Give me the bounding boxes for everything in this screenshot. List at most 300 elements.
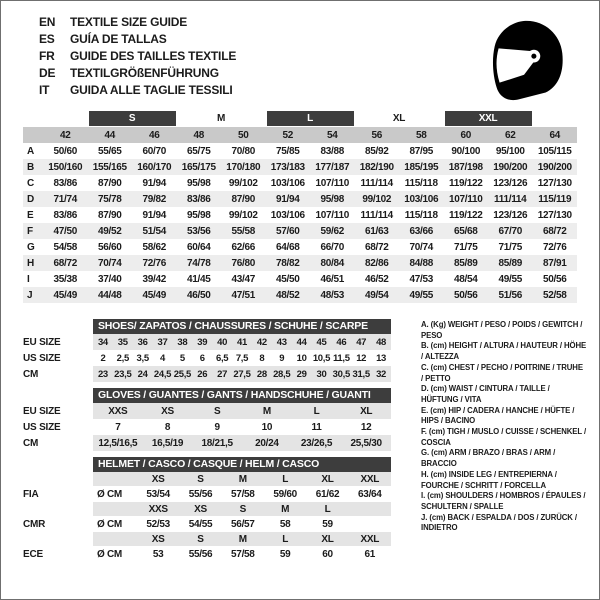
shoes-table xyxy=(23,319,391,382)
size-value-cell: 48/52 xyxy=(266,287,311,303)
size-value-cell: 58/62 xyxy=(142,241,167,253)
size-value-cell: 115/118 xyxy=(404,209,438,221)
gloves-header-spacer xyxy=(23,388,93,403)
helmet-sizes-fia-strip xyxy=(93,472,391,486)
language-title: TEXTILGRÖßENFÜHRUNG xyxy=(70,66,219,80)
size-group-xl: XL xyxy=(392,113,406,124)
size-header-cell: 50 xyxy=(221,127,266,143)
gloves-us-cell: 11 xyxy=(311,421,322,433)
gloves-cm-row-label: CM xyxy=(23,437,39,449)
size-value-cell: 155/165 xyxy=(88,159,133,175)
helmet-sizes-fia-cell: XXL xyxy=(360,473,380,485)
helmet-cmr-cell: 52/53 xyxy=(146,518,170,530)
size-value-cell: 91/94 xyxy=(142,177,167,189)
shoes-header-spacer xyxy=(23,319,93,334)
helmet-sizes-fia-cell: XL xyxy=(321,473,334,485)
language-title: GUÍA DE TALLAS xyxy=(70,32,167,46)
size-value-cell: 95/98 xyxy=(186,177,211,189)
helmet-sizes-fia-cell: XS xyxy=(151,473,165,485)
shoes-eu-cell: 41 xyxy=(237,336,247,348)
shoes-cm-cell: 24 xyxy=(137,368,148,380)
size-group-m: M xyxy=(216,113,226,124)
size-value-cell: 72/76 xyxy=(542,241,567,253)
measurement-legend xyxy=(421,320,587,568)
shoes-cm-strip xyxy=(93,366,391,382)
shoes-us-cell: 12 xyxy=(356,352,367,364)
helmet-fia-cell: 53/54 xyxy=(146,488,170,500)
size-value-cell: 48/54 xyxy=(453,273,478,285)
gloves-eu-strip xyxy=(93,403,391,419)
row-label-b: B xyxy=(23,159,43,175)
shoes-eu-strip xyxy=(93,334,391,350)
helmet-sizes-cmr-cell xyxy=(93,502,137,516)
helmet-cmr-cell: Ø CM xyxy=(97,518,122,530)
size-header-cell: 62 xyxy=(488,127,533,143)
gloves-table-title: GLOVES / GUANTES / GANTS / HANDSCHUHE / GUANTI xyxy=(93,388,391,403)
shoes-eu-cell: 34 xyxy=(97,336,108,348)
shoes-eu-cell: 40 xyxy=(217,336,228,348)
shoes-eu-cell: 39 xyxy=(197,336,208,348)
size-value-cell: 46/51 xyxy=(320,273,345,285)
helmet-fia-cell: 59/60 xyxy=(273,488,297,500)
language-title: TEXTILE SIZE GUIDE xyxy=(70,15,188,29)
size-value-cell: 75/85 xyxy=(275,145,300,157)
language-code: ES xyxy=(39,32,55,46)
size-value-cell: 60/70 xyxy=(142,145,167,157)
helmet-ece-cell: 57/58 xyxy=(231,548,255,560)
helmet-sizes-fia-cell: L xyxy=(282,473,289,485)
size-value-cell: 68/72 xyxy=(533,223,578,239)
size-value-cell: 99/102 xyxy=(355,191,400,207)
helmet-table xyxy=(23,457,391,562)
size-value-cell: 99/102 xyxy=(228,209,258,221)
size-value-cell: 45/49 xyxy=(43,287,88,303)
shoes-eu-cell: 42 xyxy=(256,336,267,348)
helmet-cmr-strip xyxy=(93,516,391,532)
helmet-sizes-ece-cell: XL xyxy=(321,533,334,545)
shoes-us-cell: 2,5 xyxy=(116,352,129,364)
shoes-cm-cell: 28 xyxy=(256,368,267,380)
size-value-cell: 87/95 xyxy=(409,145,434,157)
size-value-cell: 70/74 xyxy=(88,255,133,271)
size-value-cell: 51/54 xyxy=(132,223,177,239)
shoes-eu-cell: 44 xyxy=(296,336,307,348)
shoes-cm-row-label: CM xyxy=(23,368,39,380)
row-label-j: J xyxy=(23,287,43,303)
gloves-eu-cell: XXS xyxy=(108,405,128,417)
helmet-sizes-cmr-cell: M xyxy=(281,503,290,515)
helmet-fia-strip xyxy=(93,486,391,502)
shoes-eu-cell: 35 xyxy=(117,336,128,348)
gloves-cm-cell: 23/26,5 xyxy=(300,437,333,449)
shoes-us-cell: 6,5 xyxy=(215,352,229,364)
size-value-cell: 111/114 xyxy=(488,191,533,207)
textile-size-table xyxy=(23,111,577,303)
size-value-cell: 99/102 xyxy=(228,177,258,189)
helmet-header-spacer xyxy=(23,457,93,472)
shoes-cm-cell: 30 xyxy=(316,368,327,380)
shoes-cm-cell: 28,5 xyxy=(273,368,291,380)
size-value-cell: 115/119 xyxy=(533,191,578,207)
row-label-e: E xyxy=(27,209,34,221)
shoes-us-cell: 5 xyxy=(179,352,185,364)
size-value-cell: 43/47 xyxy=(231,273,256,285)
size-value-cell: 70/80 xyxy=(231,145,256,157)
legend-item: D. (cm) WAIST / CINTURA / TAILLE / HÜFTUNG / VITA xyxy=(421,384,550,404)
gloves-eu-cell: XS xyxy=(161,405,174,417)
size-value-cell: 119/122 xyxy=(449,209,483,221)
size-value-cell: 50/56 xyxy=(542,273,567,285)
size-value-cell: 87/90 xyxy=(97,209,122,221)
size-value-cell: 182/190 xyxy=(355,159,400,175)
size-value-cell: 75/78 xyxy=(88,191,133,207)
shoes-cm-cell: 23,5 xyxy=(114,368,132,380)
helmet-fia-cell: 63/64 xyxy=(358,488,382,500)
size-value-cell: 54/58 xyxy=(53,241,78,253)
helmet-cmr-row-label: CMR xyxy=(23,518,46,530)
language-code: IT xyxy=(39,83,50,97)
shoes-us-cell: 11,5 xyxy=(332,352,350,364)
language-title: GUIDA ALLE TAGLIE TESSILI xyxy=(70,83,233,97)
row-label-g: G xyxy=(27,241,35,253)
size-header-cell: 42 xyxy=(43,127,88,143)
shoes-us-cell: 8 xyxy=(259,352,265,364)
size-value-cell: 103/106 xyxy=(270,177,305,189)
gloves-us-cell: 9 xyxy=(214,421,220,433)
size-value-cell: 83/86 xyxy=(177,191,222,207)
row-label-d: D xyxy=(23,191,43,207)
shoes-us-cell: 3,5 xyxy=(136,352,149,364)
size-value-cell: 72/76 xyxy=(132,255,177,271)
helmet-sizes-cmr-cell: L xyxy=(324,503,331,515)
helmet-fia-row-label: FIA xyxy=(23,488,39,500)
size-value-cell: 123/126 xyxy=(493,209,528,221)
size-value-cell: 111/114 xyxy=(360,209,393,221)
shoes-cm-cell: 24,5 xyxy=(153,368,172,380)
size-value-cell: 52/58 xyxy=(533,287,578,303)
gloves-us-strip xyxy=(93,419,391,435)
size-header-cell: 58 xyxy=(399,127,444,143)
legend-item: F. (cm) TIGH / MUSLO / CUISSE / SCHENKEL / COSCIA xyxy=(421,427,587,447)
size-value-cell: 70/74 xyxy=(409,241,434,253)
legend-item: J. (cm) BACK / ESPALDA / DOS / ZURÜCK / INDIETRO xyxy=(421,512,577,533)
gloves-cm-cell: 12,5/16,5 xyxy=(98,437,138,449)
helmet-fia-cell: Ø CM xyxy=(97,488,122,500)
size-value-cell: 91/94 xyxy=(266,191,311,207)
helmet-ece-strip xyxy=(93,546,391,562)
helmet-sizes-fia-cell: S xyxy=(197,473,204,485)
row-label-a: A xyxy=(27,145,34,157)
size-value-cell: 78/82 xyxy=(266,255,311,271)
helmet-ece-cell: 61 xyxy=(364,548,376,560)
shoes-us-strip xyxy=(93,350,391,366)
language-code: FR xyxy=(39,49,55,63)
size-value-cell: 90/100 xyxy=(451,145,481,157)
size-value-cell: 55/65 xyxy=(97,145,122,157)
helmet-sizes-ece-row-label xyxy=(23,532,93,546)
language-code: DE xyxy=(39,66,56,80)
size-value-cell: 83/86 xyxy=(53,209,78,221)
helmet-fia-cell: 61/62 xyxy=(315,488,340,500)
shoes-table-title: SHOES/ ZAPATOS / CHAUSSURES / SCHUHE / SCARPE xyxy=(93,319,391,334)
helmet-ece-cell: 60 xyxy=(322,548,333,560)
size-value-cell: 56/60 xyxy=(97,241,122,253)
size-value-cell: 50/56 xyxy=(444,287,489,303)
gloves-table xyxy=(23,388,391,451)
helmet-cmr-cell: 56/57 xyxy=(231,518,255,530)
size-value-cell: 45/50 xyxy=(275,273,300,285)
size-value-cell: 64/68 xyxy=(275,241,300,253)
size-value-cell: 49/54 xyxy=(355,287,400,303)
helmet-sizes-fia-cell xyxy=(93,472,137,486)
helmet-fia-cell: 55/56 xyxy=(188,488,213,500)
size-value-cell: 63/66 xyxy=(399,223,444,239)
helmet-cmr-cell xyxy=(349,516,391,532)
size-value-cell: 71/75 xyxy=(498,241,523,253)
shoes-eu-cell: 47 xyxy=(356,336,367,348)
size-value-cell: 95/98 xyxy=(310,191,355,207)
size-value-cell: 65/75 xyxy=(186,145,211,157)
group-spacer xyxy=(23,111,88,126)
helmet-sizes-ece-cell: M xyxy=(238,533,247,545)
helmet-sizes-cmr-row-label xyxy=(23,502,93,516)
size-value-cell: 165/175 xyxy=(177,159,222,175)
size-value-cell: 127/130 xyxy=(537,177,572,189)
gloves-us-cell: 7 xyxy=(115,421,121,433)
helmet-sizes-fia-row-label xyxy=(23,472,93,486)
size-value-cell: 71/74 xyxy=(43,191,88,207)
shoes-us-cell: 7,5 xyxy=(235,352,249,364)
page-header xyxy=(1,1,599,105)
shoes-eu-cell: 46 xyxy=(336,336,347,348)
size-header-cell: 46 xyxy=(132,127,177,143)
bottom-section xyxy=(1,319,599,568)
shoes-us-cell: 4 xyxy=(160,352,166,364)
legend-item: I. (cm) SHOULDERS / HOMBROS / ÉPAULES / SCHULTERN / SPALLE xyxy=(421,491,586,511)
size-value-cell: 82/86 xyxy=(355,255,400,271)
helmet-sizes-ece-cell: L xyxy=(282,533,289,545)
size-value-cell: 83/88 xyxy=(320,145,345,157)
size-value-cell: 74/78 xyxy=(177,255,222,271)
size-value-cell: 55/58 xyxy=(221,223,266,239)
shoes-us-cell: 2 xyxy=(100,352,106,364)
size-value-cell: 48/53 xyxy=(310,287,355,303)
shoes-eu-row-label: EU SIZE xyxy=(23,336,61,348)
size-value-cell: 50/60 xyxy=(53,145,78,157)
helmet-ece-cell: 55/56 xyxy=(188,548,213,560)
size-value-cell: 79/82 xyxy=(132,191,177,207)
size-value-cell: 119/122 xyxy=(449,177,483,189)
size-value-cell: 47/53 xyxy=(409,273,434,285)
shoes-us-cell: 10 xyxy=(296,352,307,364)
size-value-cell: 190/200 xyxy=(488,159,533,175)
gloves-eu-cell: M xyxy=(262,405,271,417)
size-value-cell: 49/55 xyxy=(498,273,523,285)
size-value-cell: 80/84 xyxy=(310,255,355,271)
helmet-sizes-cmr-strip xyxy=(93,502,391,516)
size-value-cell: 83/86 xyxy=(53,177,78,189)
gloves-us-cell: 10 xyxy=(261,421,273,433)
gloves-us-row-label: US SIZE xyxy=(23,421,61,433)
shoes-us-cell: 6 xyxy=(199,352,205,364)
size-header-cell: 54 xyxy=(310,127,355,143)
size-value-cell: 49/55 xyxy=(399,287,444,303)
size-value-cell: 105/115 xyxy=(538,145,572,157)
helmet-fia-cell: 57/58 xyxy=(231,488,255,500)
size-value-cell: 87/90 xyxy=(97,177,122,189)
size-value-cell: 41/45 xyxy=(186,273,211,285)
size-value-cell: 127/130 xyxy=(537,209,572,221)
size-value-cell: 87/90 xyxy=(221,191,266,207)
shoes-eu-cell: 48 xyxy=(376,336,387,348)
size-value-cell: 68/72 xyxy=(43,255,88,271)
size-group-xxl: XXL xyxy=(445,111,532,126)
helmet-sizes-cmr-cell xyxy=(349,502,391,516)
language-row xyxy=(39,82,236,99)
size-value-cell: 115/118 xyxy=(404,177,438,189)
size-value-cell: 46/50 xyxy=(177,287,222,303)
gloves-eu-cell: L xyxy=(313,405,320,417)
shoes-cm-cell: 25,5 xyxy=(173,368,192,380)
shoes-us-row-label: US SIZE xyxy=(23,352,61,364)
language-row xyxy=(39,65,236,82)
size-value-cell: 187/198 xyxy=(444,159,489,175)
shoes-eu-cell: 37 xyxy=(157,336,168,348)
size-value-cell: 85/89 xyxy=(444,255,489,271)
gloves-eu-row-label: EU SIZE xyxy=(23,405,61,417)
size-value-cell: 62/66 xyxy=(231,241,256,253)
size-value-cell: 177/187 xyxy=(310,159,355,175)
shoes-eu-cell: 45 xyxy=(316,336,327,348)
shoes-cm-cell: 26 xyxy=(197,368,208,380)
size-value-cell: 103/106 xyxy=(399,191,444,207)
size-value-cell: 45/49 xyxy=(132,287,177,303)
language-row xyxy=(39,31,236,48)
size-value-cell: 47/50 xyxy=(43,223,88,239)
shoes-eu-cell: 38 xyxy=(177,336,188,348)
size-value-cell: 84/88 xyxy=(399,255,444,271)
helmet-cmr-cell: 59 xyxy=(322,518,333,530)
gloves-us-cell: 8 xyxy=(164,421,171,433)
size-value-cell: 85/92 xyxy=(364,145,389,157)
size-value-cell: 49/52 xyxy=(88,223,133,239)
size-value-cell: 57/60 xyxy=(266,223,311,239)
size-value-cell: 53/56 xyxy=(177,223,222,239)
size-value-cell: 173/183 xyxy=(266,159,311,175)
helmet-ece-cell: 53 xyxy=(152,548,164,560)
size-header-cell: 52 xyxy=(266,127,311,143)
legend-item: A. (Kg) WEIGHT / PESO / POIDS / GEWITCH / PESO xyxy=(421,320,583,340)
gloves-cm-cell: 18/21,5 xyxy=(201,437,233,449)
size-value-cell: 60/64 xyxy=(186,241,211,253)
gloves-cm-cell: 16,5/19 xyxy=(151,437,184,449)
size-group-s: S xyxy=(89,111,176,126)
gloves-eu-cell: S xyxy=(213,405,221,417)
size-value-cell: 46/52 xyxy=(364,273,389,285)
size-value-cell: 103/106 xyxy=(270,209,305,221)
helmet-icon xyxy=(477,16,579,114)
shoes-eu-cell: 36 xyxy=(137,336,148,348)
shoes-cm-cell: 27,5 xyxy=(233,368,251,380)
legend-item: H. (cm) INSIDE LEG / ENTREPIERNA / FOURCHE / SCHRITT / FORCELLA xyxy=(421,469,557,490)
shoes-cm-cell: 27 xyxy=(217,368,228,380)
helmet-ece-cell: Ø CM xyxy=(97,548,122,560)
size-value-cell: 51/56 xyxy=(488,287,533,303)
helmet-cmr-cell: 54/55 xyxy=(188,518,213,530)
group-spacer xyxy=(533,111,578,126)
size-value-cell: 71/75 xyxy=(453,241,478,253)
size-value-cell: 37/40 xyxy=(97,273,122,285)
language-row xyxy=(39,14,236,31)
legend-item: B. (cm) HEIGHT / ALTURA / HAUTEUR / HÖHE / ALTEZZA xyxy=(421,341,587,362)
helmet-sizes-cmr-cell: XXS xyxy=(148,503,168,515)
size-value-cell: 150/160 xyxy=(43,159,88,175)
size-value-cell: 85/89 xyxy=(488,255,533,271)
helmet-cmr-cell: 58 xyxy=(279,518,291,530)
shoes-cm-cell: 23 xyxy=(97,368,108,380)
shoes-us-cell: 9 xyxy=(279,352,285,364)
shoes-us-cell: 10,5 xyxy=(312,352,331,364)
row-label-h: H xyxy=(23,255,43,271)
helmet-sizes-cmr-cell: XS xyxy=(194,503,207,515)
size-value-cell: 123/126 xyxy=(493,177,528,189)
language-title: GUIDE DES TAILLES TEXTILE xyxy=(70,49,237,63)
helmet-sizes-cmr-cell: S xyxy=(239,503,246,515)
size-value-cell: 59/62 xyxy=(310,223,355,239)
size-header-cell: 56 xyxy=(355,127,400,143)
shoes-cm-cell: 29 xyxy=(296,368,307,380)
size-group-l: L xyxy=(267,111,354,126)
size-value-cell: 67/70 xyxy=(488,223,533,239)
helmet-sizes-ece-cell: S xyxy=(197,533,204,545)
size-value-cell: 185/195 xyxy=(399,159,444,175)
size-value-cell: 44/48 xyxy=(88,287,133,303)
language-row xyxy=(39,48,236,65)
size-row-corner xyxy=(23,127,43,143)
size-value-cell: 95/98 xyxy=(186,209,211,221)
size-value-cell: 111/114 xyxy=(360,177,393,189)
helmet-ece-row-label: ECE xyxy=(23,548,43,560)
legend-item: G. (cm) ARM / BRAZO / BRAS / ARM / BRACCIO xyxy=(421,448,556,469)
helmet-sizes-ece-strip xyxy=(93,532,391,546)
size-value-cell: 107/110 xyxy=(444,191,489,207)
language-code: EN xyxy=(39,15,56,29)
size-value-cell: 76/80 xyxy=(221,255,266,271)
size-value-cell: 39/42 xyxy=(142,273,167,285)
size-value-cell: 65/68 xyxy=(444,223,489,239)
size-value-cell: 170/180 xyxy=(221,159,266,175)
shoes-us-cell: 13 xyxy=(376,352,387,364)
helmet-sizes-ece-cell xyxy=(93,532,137,546)
size-value-cell: 66/70 xyxy=(320,241,345,253)
size-header-cell: 44 xyxy=(88,127,133,143)
legend-item: E. (cm) HIP / CADERA / HANCHE / HÜFTE / HIPS / BACINO xyxy=(421,405,575,426)
gloves-eu-cell: XL xyxy=(360,405,373,417)
row-label-i: I xyxy=(27,273,30,285)
helmet-sizes-ece-cell: XS xyxy=(151,533,165,545)
shoes-cm-cell: 32 xyxy=(376,368,387,380)
helmet-table-title: HELMET / CASCO / CASQUE / HELM / CASCO xyxy=(93,457,391,472)
gloves-cm-cell: 25,5/30 xyxy=(350,437,382,449)
size-value-cell: 107/110 xyxy=(315,177,349,189)
gloves-cm-strip xyxy=(93,435,391,451)
size-value-cell: 107/110 xyxy=(315,209,349,221)
helmet-sizes-fia-cell: M xyxy=(238,473,247,485)
size-value-cell: 160/170 xyxy=(132,159,177,175)
shoes-eu-cell: 43 xyxy=(276,336,287,348)
size-value-cell: 95/100 xyxy=(495,145,525,157)
helmet-ece-cell: 59 xyxy=(279,548,291,560)
